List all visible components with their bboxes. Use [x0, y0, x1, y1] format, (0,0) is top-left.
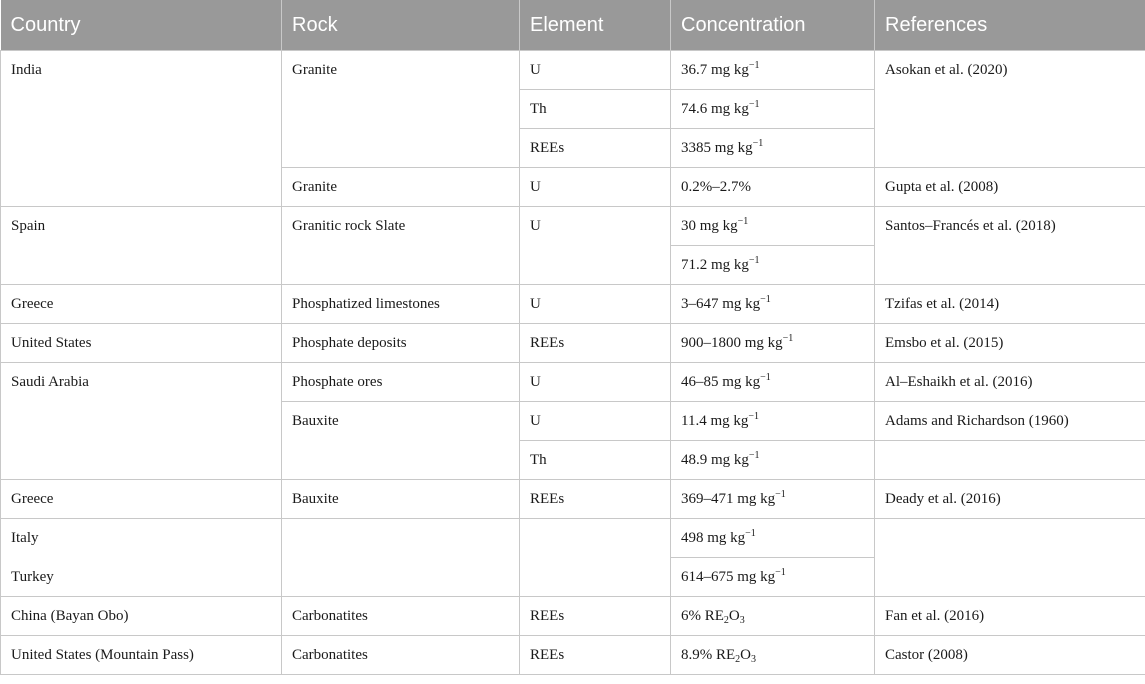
concentration-value: 369–471 [681, 491, 734, 507]
element-cell: REEs [520, 324, 671, 363]
element-cell-empty [520, 519, 671, 558]
unit-text: mg kg [707, 62, 749, 78]
concentration-value: 36.7 [681, 62, 708, 78]
unit-text: mg kg [733, 491, 776, 507]
reference-cell-empty [875, 519, 1145, 597]
reference-cell: Adams and Richardson (1960) [875, 402, 1145, 441]
concentration-cell [671, 636, 875, 675]
oxide-sub: 3 [751, 654, 757, 665]
rock-cell: Granite [282, 51, 520, 168]
concentration-cell [671, 597, 875, 636]
rock-cell: Phosphate deposits [282, 324, 520, 363]
unit-text: mg kg [696, 218, 738, 234]
reference-cell: Asokan et al. (2020) [875, 51, 1145, 168]
header-references: References [875, 0, 1145, 51]
country-cell: China (Bayan Obo) [1, 597, 282, 636]
element-cell-empty [520, 558, 671, 597]
oxide-re: RE [704, 608, 724, 624]
concentration-value: 498 [681, 530, 704, 546]
concentration-cell [671, 207, 875, 246]
reference-cell: Tzifas et al. (2014) [875, 285, 1145, 324]
unit-exponent: −1 [760, 294, 771, 305]
unit-exponent: −1 [748, 99, 760, 110]
concentration-value: 8.9% [681, 647, 716, 663]
unit-text: mg kg [707, 257, 749, 273]
rock-cell: Bauxite [282, 402, 520, 480]
country-cell: Spain [1, 207, 282, 285]
element-cell: REEs [520, 129, 671, 168]
table-row [1, 51, 1145, 90]
concentration-value: 48.9 [681, 452, 708, 468]
element-cell: REEs [520, 636, 671, 675]
unit-exponent: −1 [737, 216, 749, 227]
oxide-sub: 2 [735, 654, 741, 665]
element-cell: Th [520, 90, 671, 129]
unit-text: mg kg [718, 374, 761, 390]
unit-exponent: −1 [760, 372, 771, 383]
unit-text: mg kg [706, 413, 749, 429]
oxide-re: RE [716, 647, 736, 663]
rock-cell: Carbonatites [282, 597, 520, 636]
reference-cell: Emsbo et al. (2015) [875, 324, 1145, 363]
country-cell: Italy [1, 519, 282, 558]
rock-cell: Granitic rock Slate [282, 207, 520, 285]
reference-cell: Al–Eshaikh et al. (2016) [875, 363, 1145, 402]
reference-cell: Fan et al. (2016) [875, 597, 1145, 636]
concentration-cell [671, 363, 875, 402]
reference-cell: Santos–Francés et al. (2018) [875, 207, 1145, 285]
unit-exponent: −1 [745, 528, 756, 539]
rock-cell: Bauxite [282, 480, 520, 519]
concentration-value: 3–647 [681, 296, 719, 312]
table-row [1, 519, 1145, 558]
header-row [1, 0, 1145, 51]
table-row [1, 480, 1145, 519]
element-cell: Th [520, 441, 671, 480]
country-cell: Greece [1, 285, 282, 324]
element-cell: U [520, 207, 671, 285]
element-cell: U [520, 168, 671, 207]
element-cell: U [520, 51, 671, 90]
table-row [1, 363, 1145, 402]
concentration-cell [671, 90, 875, 129]
country-cell: United States (Mountain Pass) [1, 636, 282, 675]
oxide-sub: 3 [739, 615, 745, 626]
concentration-cell [671, 51, 875, 90]
element-cell: U [520, 402, 671, 441]
concentration-value: 11.4 [681, 413, 707, 429]
table-row [1, 324, 1145, 363]
element-cell: U [520, 285, 671, 324]
concentration-cell [671, 558, 875, 597]
header-concentration: Concentration [671, 0, 875, 51]
concentration-value: 46–85 [681, 374, 719, 390]
concentration-cell [671, 324, 875, 363]
rock-cell: Phosphate ores [282, 363, 520, 402]
unit-exponent: −1 [748, 255, 760, 266]
concentration-value: 3385 [681, 140, 711, 156]
concentration-cell [671, 519, 875, 558]
concentration-cell [671, 402, 875, 441]
reference-cell: Castor (2008) [875, 636, 1145, 675]
concentration-value: 74.6 [681, 101, 708, 117]
reference-cell: Gupta et al. (2008) [875, 168, 1145, 207]
rock-cell: Carbonatites [282, 636, 520, 675]
concentration-cell [671, 129, 875, 168]
unit-exponent: −1 [782, 333, 794, 344]
header-rock: Rock [282, 0, 520, 51]
unit-text: mg kg [707, 452, 749, 468]
header-element: Element [520, 0, 671, 51]
rock-cell: Granite [282, 168, 520, 207]
country-cell: Turkey [1, 558, 282, 597]
rock-cell: Phosphatized limestones [282, 285, 520, 324]
table-row [1, 636, 1145, 675]
concentration-value: 900–1800 [681, 335, 741, 351]
table-row [1, 597, 1145, 636]
concentration-value: 6% [681, 608, 705, 624]
concentration-cell: 0.2%–2.7% [671, 168, 875, 207]
element-cell: REEs [520, 597, 671, 636]
unit-exponent: −1 [748, 60, 760, 71]
country-cell: India [1, 51, 282, 207]
reference-cell: Deady et al. (2016) [875, 480, 1145, 519]
country-cell: United States [1, 324, 282, 363]
unit-exponent: −1 [775, 489, 786, 500]
concentration-value: 71.2 [681, 257, 708, 273]
country-cell: Saudi Arabia [1, 363, 282, 480]
unit-exponent: −1 [748, 450, 760, 461]
table-row [1, 207, 1145, 246]
unit-text: mg kg [707, 101, 749, 117]
concentration-cell [671, 441, 875, 480]
unit-text: mg kg [711, 140, 753, 156]
reference-cell-empty [875, 441, 1145, 480]
concentration-cell [671, 246, 875, 285]
unit-exponent: −1 [752, 138, 764, 149]
country-cell: Greece [1, 480, 282, 519]
oxide-o: O [740, 647, 752, 663]
oxide-sub: 2 [723, 615, 729, 626]
element-cell: U [520, 363, 671, 402]
unit-text: mg kg [718, 296, 761, 312]
unit-text: mg kg [733, 569, 776, 585]
element-cell: REEs [520, 480, 671, 519]
concentration-value: 614–675 [681, 569, 734, 585]
unit-text: mg kg [703, 530, 746, 546]
oxide-o: O [728, 608, 740, 624]
unit-exponent: −1 [748, 411, 760, 422]
unit-text: mg kg [741, 335, 783, 351]
header-country: Country [1, 0, 282, 51]
unit-exponent: −1 [775, 567, 786, 578]
concentration-value: 30 [681, 218, 696, 234]
concentration-cell [671, 285, 875, 324]
concentration-cell [671, 480, 875, 519]
table-row [1, 285, 1145, 324]
rock-cell-empty [282, 519, 520, 597]
